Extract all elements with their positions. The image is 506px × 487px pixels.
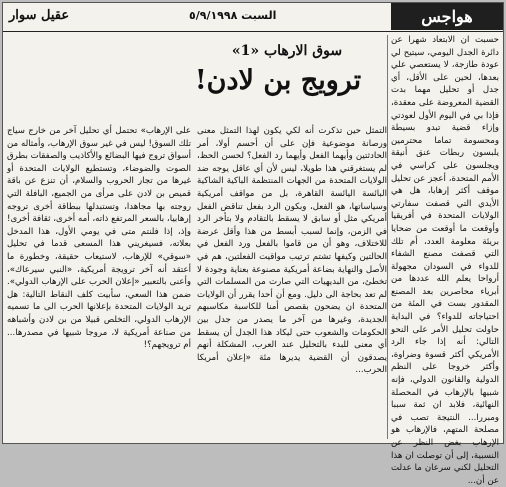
newspaper-clipping — [2, 2, 504, 486]
issue-date: السبت ٥/٩/١٩٩٨ — [189, 9, 277, 22]
article-column-middle — [197, 125, 387, 440]
article-column-left — [7, 125, 191, 440]
column-right-text: حسبت ان الابتعاد شهرا عن دائرة الجدل اليومي، سيتيح لي عودة طازجة، لا يستعصي علي بعدها، لحين على الأقل، أي جدل أو تحليل مهما بدت القضية المعروضة على معقدة، فإذا بي في اليوم الأول لعودتي وإزاء قضية تبدو بسيطة ومحسومة تماما محترمين يلبسون ربطات عنق أنيقة ويجلسون على كراسي في الأمم المتحدة، أعجز عن تحليل موقف أكثر إرهابا، هل هي الأيدي التي قصفت سفارتي الولايات المتحدة في أفريقيا وأوقعت ما أوقعت من ضحايا بريئة معلومة العدد، أم تلك التي قصفت مصنع الشفاء للدواء في السودان مجهولة أرواحا يعلم الله عددها من أبرياء محاصرين بعد المصنع المقدور بست في المئة من احتياجاته للدواء؟ في البداية حاولت تحليل الأمر على النحو التالي: أنه إذا جاء الرد الأمريكي أكثر قسوة وضراوة، وأكثر خروجا على النظم الدولية والقانون الدولي، فإنه شبيها بالإرهاب في المحصلة النهائية، فلابد ان ثمة سببا ومبررا... النتيجة تصب في مصلحة المتهم، فالإرهاب هو الإرهاب بغض النظر عن النسبية، إلى أن توصلت ان هذا التحليل لكني سرعان ما عدلت عن أن... — [391, 35, 499, 486]
section-banner: هواجس — [391, 3, 503, 30]
article-kicker: سوق الارهاب «1» — [231, 43, 343, 59]
article-headline: ترويج بن لادن! — [194, 65, 362, 96]
column-header — [3, 3, 503, 32]
column-left-text: على الإرهاب» تحتمل أي تحليل آخر من خارج سياج تلك السوق! ليس في غير سوق الإرهاب، وأمثاله من أسواق تروج فيها البضائع والأكاذيب والصفقات بطرق الصوت والضوضاء، وتستطيع الولايات المتحدة أو غيرها من تجار الحروب والسلام، أن تنزع عن باقة قميص بن لادن على مرأى من الجميع، البافلة التي روجته بها مجاهدا، وتستبدلها ببطاقة أخرى تروجه إرهابيا، بالسعر المرتفع ذاته، أمه أخرى، ثقافة أخرى! وإذ، إذا فلنتم متى في يومي الأول، هذا المدخل بعلاته، فسيغريني هذا المسعى قدما في تحليل «سوقي» للإرهاب، لاستيعاب حقيقة، وخطورة ما أعتقد أنه آخر ترويجة أمريكية، «النبي سيرعاك»، وأعنى بالتعبير «إعلان الحرب على الإرهاب الدولي». ضمن هذا السعي، سأبيت كلف النقاط التالية: هل تريد الولايات المتحدة بإعلانها الحرب الى ما تسميه الإرهاب الدولي، التخلص قبيلا من بن لادن وأشباهه من صناعة أمريكية لا، مروجا شبيها في مصدرها... أم ترويجهم؟! — [7, 126, 191, 351]
column-middle-text: التمثل حين تذكرت أنه لكي يكون لهذا التمثل معنى ورصانة موضوعية فإن على أن أحسم أولا، أمر الحادثتين وأيهما الفعل وأيهما رد الفعل؟ لحسن الحظ، لم يستغرقني هذا طويلا، ليس لأن أي عاقل يوجه ضد الولايات المتحدة من الجهات المنتظمة الباكية الشاكية البائسة اليائسة القاهرة، بل من مواقف أمريكية وسياساتها، هو الفعل، وبكون الرد بفعل تناقض الفعل أمريكي مثل أو سابق لا يسقط بالتقادم ولا بتأخر الرد في الزمن، وإنما لسبب أبسط من هذا وأقل عرضة للاختلاف، وهو أن من قاموا بالفعل ورد الفعل في الحالتين وكيفها تشتم ترتيب مواقيت الفعلتين، هم في الأصل والنهاية بضاعة أمريكية مصنوعة بعناية وجودة لا تخطئ، من البديهيات التي صارت من المسلمات التي لم تعد بحاجة الى دليل. ومع أن أحدا يقرر أن الولايات المتحدة ان يضحون بقصص أمنا للكاسبة مكاسبهم الجديدة، وغيرها من آخر ما يصدر من جدل بين الحكومات والشعوب حتى ليكاد هذا الجدل أن يسقط أي معنى للبدء بالتحليل عند العرب، المشكلة أنهم يصدقون أن القضية يديرها مئة «إعلان أمريكا الحرب... — [197, 126, 387, 376]
author-name: عقيل سوار — [9, 8, 70, 23]
article-column-right — [391, 34, 499, 486]
